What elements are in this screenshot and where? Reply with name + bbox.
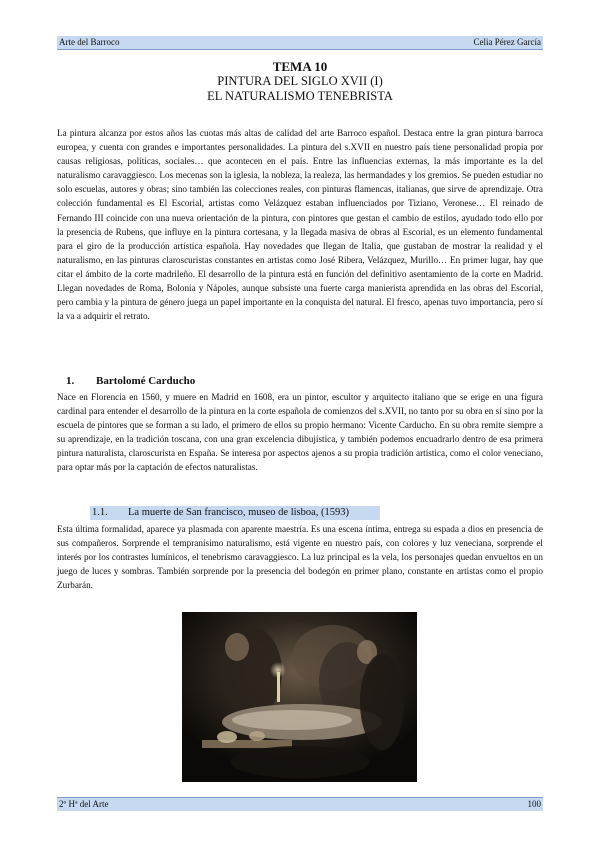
section-heading (66, 374, 536, 388)
subsection-number: 1.1. (92, 507, 108, 518)
subsection-title: La muerte de San francisco, museo de lisboa, (1593) (128, 507, 350, 518)
intro-paragraph: La pintura alcanza por estos años las cuotas más altas de calidad del arte Barroco español. Destaca entre la gran pintura barroca europea, y cuenta con grandes e importantes personalidades. La pintura del s.XVII en nuestro país tiene personalidad propia por causas religiosas, políticas, sociales… que acontecen en el país. Entre las influencias externas, la más importante es la del naturalismo caravaggiesco. Los mecenas son la iglesia, la nobleza, la realeza, las hermandades y los gremios. Se pueden estudiar no solo escuelas, autores y obras; sino también las colecciones reales, con pinturas flamencas, italianas, que sirve de aprendizaje. Otra colección fundamental es El Escorial, artistas como Velázquez estaban influenciados por Tiziano, Veronese… El reinado de Fernando III coincide con una nueva orientación de la pintura, con pintores que gestan el cambio de estilos, ayudado todo ello por la presencia de Rubens, que influye en la pintura cortesana, y la llegada masiva de obras al Escorial, es un elemento fundamental para el giro de la producción artística española. Hay novedades que llegan de Italia, que gustaban de mostrar la realidad y el naturalismo, en las pinturas claroscuristas constantes en artistas como José Ribera, Velázquez, Murillo… En primer lugar, hay que citar el ámbito de la corte madrileño. El desarrollo de la pintura está en función del definitivo asentamiento de la corte en Madrid. Llegan novedades de Roma, Bolonia y Nápoles, aunque subsiste una fuerte carga manierista aprendida en las obras del Escorial, pero cambia y la pintura de género juega un papel importante en la conquista del natural. El fresco, apenas tuvo importancia, pero sí la va a adquirir el retrato. (57, 128, 543, 322)
header-author: Celia Pérez García (473, 37, 541, 47)
footer-course: 2º Hª del Arte (59, 799, 109, 809)
chapter-number: TEMA 10 (272, 59, 328, 74)
title-block (57, 59, 543, 104)
page-header (57, 36, 543, 50)
page-number: 100 (527, 799, 541, 809)
section-title: Bartolomé Carducho (96, 375, 196, 387)
chapter-title: PINTURA DEL SIGLO XVII (I) (217, 74, 383, 88)
subsection-paragraph: Esta última formalidad, aparece ya plasmada con aparente maestría. Es una escena íntima, entrega su espada a dios en presencia de sus compañeros. Sorprende el tempranísimo naturalismo, está vigente en nuestro país, con colores y luz veneciana, sorprende el interés por los contrastes lumínicos, el tenebrismo caravaggiesco. La luz principal es la vela, los personajes quedan envueltos en un juego de luces y sombras. También sorprende por la presencia del bodegón en primer plano, constante en artistas como el propio Zurbarán. (57, 524, 543, 591)
section-number: 1. (66, 375, 75, 387)
subsection-heading (90, 506, 380, 520)
section-paragraph: Nace en Florencia en 1560, y muere en Madrid en 1608, era un pintor, escultor y arquitecto italiano que se erige en una figura cardinal para entender el desarrollo de la pintura en la corte española de comienzos del s.XVII, no tanto por su obra en sí sino por la escuela de pintores que se forman a su lado, el primero de ellos su propio hermano: Vicente Carducho. En su obra remite siempre a su aprendizaje, en la tradición toscana, con una gran excelencia dibujística, y también podemos encuadrarlo dentro de esa primera pintura naturalista, claroscurista en España. Se interesa por aspectos ajenos a su propia tradición artística, como el color veneciano, para optar más por la captación de efectos naturalistas. (57, 392, 543, 473)
header-subject: Arte del Barroco (59, 37, 120, 47)
chapter-subtitle: EL NATURALISMO TENEBRISTA (207, 89, 393, 103)
page-footer (57, 797, 543, 811)
painting-image (182, 612, 417, 782)
